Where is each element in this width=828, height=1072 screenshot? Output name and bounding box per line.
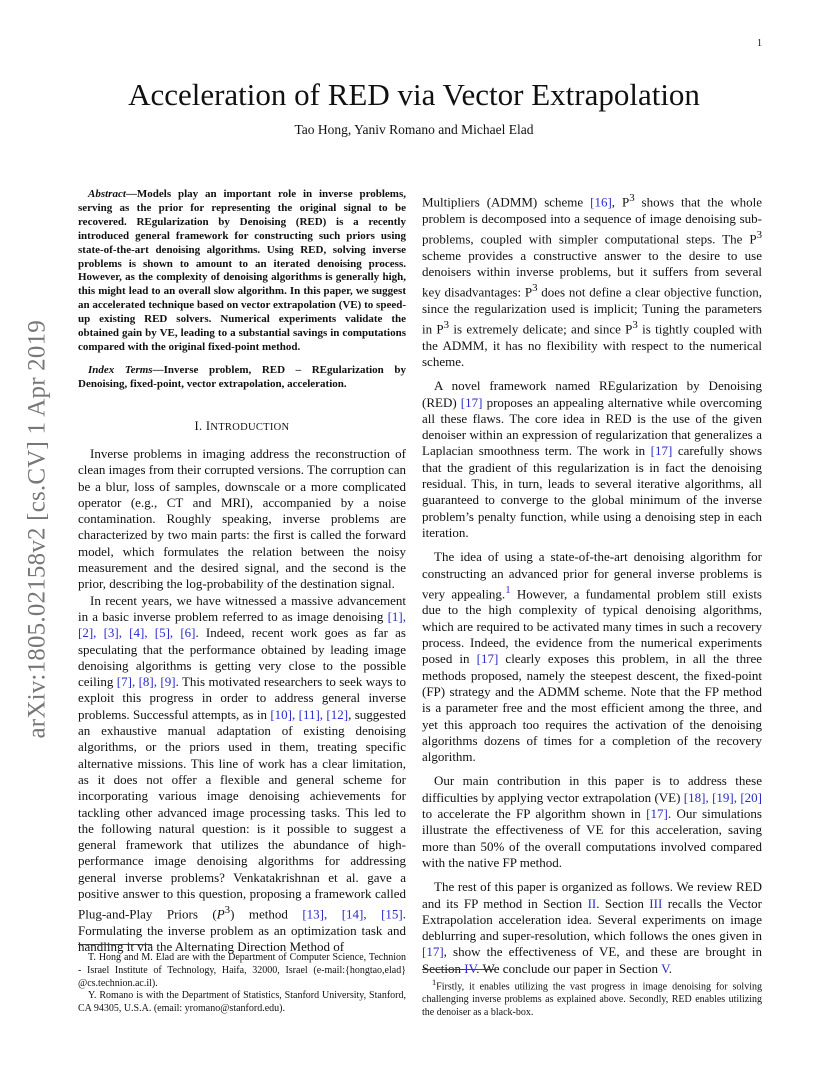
text-run: , show the effectiveness of VE, and these are brought in Section — [422, 944, 762, 976]
intro-paragraph-4 — [422, 378, 762, 541]
intro-paragraph-6 — [422, 773, 762, 871]
citation-link[interactable]: [13], [14], [15] — [302, 906, 403, 922]
text-run: In recent years, we have witnessed a massive advancement in a basic inverse problem referred to as image denoising — [78, 592, 406, 624]
affiliation-footnote-2: Y. Romano is with the Department of Statistics, Stanford University, Stanford, CA 94305, U.S.A. (email: yromano@stanford.edu). — [78, 990, 406, 1015]
text-run: is extremely delicate; and since P — [449, 321, 633, 337]
paper-title: Acceleration of RED via Vector Extrapolation — [128, 77, 700, 112]
math-superscript: 3 — [632, 319, 638, 332]
footnote-rule — [422, 969, 496, 970]
text-run: A novel framework named REgularization by Denoising (RED) — [422, 378, 762, 410]
intro-paragraph-2 — [78, 593, 406, 956]
abstract — [78, 188, 406, 355]
text-run: The rest of this paper is organized as follows. We review RED and its FP method in Section — [422, 879, 762, 911]
text-run: . Section — [596, 895, 650, 911]
abstract-label: Abstract — [88, 188, 126, 200]
abstract-text: —Models play an important role in inverse problems, serving as the prior for representing the original signal to be recovered. REgularization by Denoising (RED) is a recently introduced general framework for constructing such priors using state-of-the-art denoising algorithms. Using RED, solving inverse problems is shown to amount to an iterated denoising process. However, as the complexity of denoising algorithms is generally high, this might lead to an overall slow algorithm. In this paper, we suggest an accelerated technique based on vector extrapolation (VE) to speed-up existing RED solvers. Numerical experiments validate the obtained gain by VE, leading to a substantial savings in computations compared with the original fixed-point method. — [78, 188, 406, 353]
text-run: shows that the whole problem is decomposed into a sequence of image denoising sub-problems, coupled with simpler computational steps. The P — [422, 194, 763, 247]
text-run: scheme provides a constructive answer to the desire to use denoisers within inverse problems, but it suffers from several key disadvantages: P — [422, 247, 762, 300]
text-run: . This motivated researchers to seek ways to exploit this progress in order to address general inverse problems. Successful attempts, as in — [78, 674, 406, 722]
math-p: P — [216, 906, 225, 922]
section-link[interactable]: IV — [464, 960, 477, 976]
text-run: The idea of using a state-of-the-art denoising algorithm for constructing an advanced prior for general inverse problems is very appealing. — [422, 549, 762, 602]
section-title: NTRODUCTION — [210, 421, 290, 433]
citation-link[interactable]: [18], [19], [20] — [683, 789, 762, 805]
intro-paragraph-7 — [422, 879, 762, 977]
section-heading-introduction — [78, 418, 406, 436]
text-run: , suggested an exhaustive manual adaptation of existing denoising algorithms, or the priors used in them, treating specific alternative missions. This line of work has a clear limitation, as it does not offer a flexible and general scheme for incorporating various image denoising achievements for tackling other advanced image processing tasks. This led to the following natural question: is it possible to suggest a general framework that utilizes the abundance of high-performance image denoising algorithms for addressing general inverse problems? Venkatakrishnan et al. gave a positive answer to this question, proposing a framework called Plug-and-Play Priors ( — [78, 706, 406, 922]
arxiv-stamp[interactable]: arXiv:1805.02158v2 [cs.CV] 1 Apr 2019 — [23, 320, 51, 739]
footnote-mark: 1 — [432, 978, 437, 987]
index-terms-label: Index Terms — [88, 363, 153, 376]
citation-link[interactable]: [17] — [646, 806, 668, 822]
left-column — [78, 188, 406, 956]
text-run: carefully shows that the gradient of this regularization is in fact the denoising residual. This, in turn, leads to several iterative algorithms, all guaranteed to converge to the global minimum of the inverse problem’s penalty function, while using a denoising step in each iteration. — [422, 443, 762, 540]
footnote-text: Firstly, it enables utilizing the vast progress in image denoising for solving challenging inverse problems as explained above. Secondly, RED enables utilizing the denoiser as a black-box. — [422, 981, 762, 1018]
text-run: clearly exposes this problem, in all the three methods proposed, namely the steepest descent, the fixed-point (FP) strategy and the ADMM scheme. Note that the FP method is a parameter free and the most efficient among the three, and yet this approach too requires the activation of the denoising algorithms dozens of times for a completion of the recovery algorithm. — [422, 651, 762, 765]
text-run: However, a fundamental problem still exists due to the high complexity of typical denoising algorithms, which are required to be activated many times in such a recovery process. Indeed, the evidence from the numerical experiments posed in — [422, 586, 762, 667]
index-terms-text: —Inverse problem, RED – REgularization by Denoising, fixed-point, vector extrapolation, acceleration. — [78, 363, 406, 390]
text-run: proposes an appealing alternative while overcoming all these flaws. The core idea in RED is the use of the given denoiser within an expression of regularization that generalizes a Laplacian smoothness term. The work in — [422, 394, 762, 459]
right-column — [422, 190, 762, 985]
math-superscript: 3 — [532, 282, 538, 295]
paper-authors: Tao Hong, Yaniv Romano and Michael Elad — [294, 122, 534, 137]
section-link[interactable]: III — [649, 895, 663, 911]
footnote-marker[interactable]: 1 — [505, 583, 511, 596]
citation-link[interactable]: [17] — [476, 651, 499, 667]
text-run: Multipliers (ADMM) scheme — [422, 194, 591, 210]
text-run: does not define a clear objective function, since the regularization used is implicit; Tuning the parameters in P — [422, 284, 762, 337]
math-superscript: 3 — [756, 228, 762, 241]
index-terms — [78, 364, 406, 392]
text-run: to accelerate the FP algorithm shown in — [422, 806, 647, 822]
citation-link[interactable]: [17] — [460, 394, 483, 410]
footnote-rule — [78, 944, 152, 945]
page-number: 1 — [757, 38, 762, 49]
citation-link[interactable]: [10], [11], [12] — [270, 706, 349, 722]
citation-link[interactable]: [16] — [590, 194, 612, 210]
math-superscript: 3 — [629, 192, 635, 204]
text-run: . We conclude our paper in Section — [476, 960, 662, 976]
text-run: ) method — [230, 906, 303, 922]
section-numeral: I. I — [194, 418, 211, 433]
text-run: . Indeed, recent work goes as far as speculating that the performance obtained by leading image denoising algorithms is getting very close to the possible ceiling — [78, 625, 406, 690]
citation-link[interactable]: [1], [2], [3], [4], [5], [6] — [78, 608, 406, 641]
citation-link[interactable]: [17] — [650, 443, 673, 459]
text-run: Our main contribution in this paper is to address these difficulties by applying vector extrapolation (VE) — [422, 773, 762, 805]
text-run: . Formulating the inverse problem as an optimization task and handling it via the Alternating Direction Method of — [78, 906, 406, 955]
math-superscript: 3 — [224, 904, 231, 917]
text-run: , P — [611, 194, 630, 210]
math-superscript: 3 — [443, 319, 450, 332]
affiliation-footnotes — [78, 952, 406, 1016]
text-run: . — [668, 960, 673, 976]
intro-paragraph-3 — [422, 190, 762, 370]
text-run: recalls the Vector Extrapolation acceleration idea. Several experiments on image deblurring and super-resolution, which follows the ones given in — [422, 895, 763, 944]
citation-link[interactable]: [17] — [422, 944, 444, 960]
section-link[interactable]: II — [587, 895, 597, 911]
footnote-1-text — [422, 977, 762, 1020]
footnote-1 — [422, 977, 762, 1020]
intro-paragraph-5 — [422, 549, 762, 765]
section-link[interactable]: V — [661, 960, 669, 976]
intro-paragraph-1: Inverse problems in imaging address the reconstruction of clean images from their corrupted versions. The corruption can be a blur, loss of samples, downscale or a more complicated operator (e.g., CT and MRI), accompanied by a noise contamination. Roughly speaking, inverse problems are characterized by two main parts: the first is called the forward model, which formulates the relation between the noisy measurement and the desired signal, and the second is the prior, describing the log-probability of the destination signal. — [78, 445, 406, 592]
text-run: is tightly coupled with the ADMM, it has no flexibility with respect to the numerical scheme. — [422, 321, 762, 369]
text-run: . Our simulations illustrate the effectiveness of VE for this acceleration, saving more than 50% of the overall computations involved compared with the native FP method. — [422, 806, 762, 870]
citation-link[interactable]: [7], [8], [9] — [116, 674, 176, 690]
affiliation-footnote-1: T. Hong and M. Elad are with the Department of Computer Science, Technion - Israel Institute of Technology, Haifa, 32000, Israel (e-mail:{hongtao,elad} @cs.technion.ac.il). — [78, 952, 406, 989]
